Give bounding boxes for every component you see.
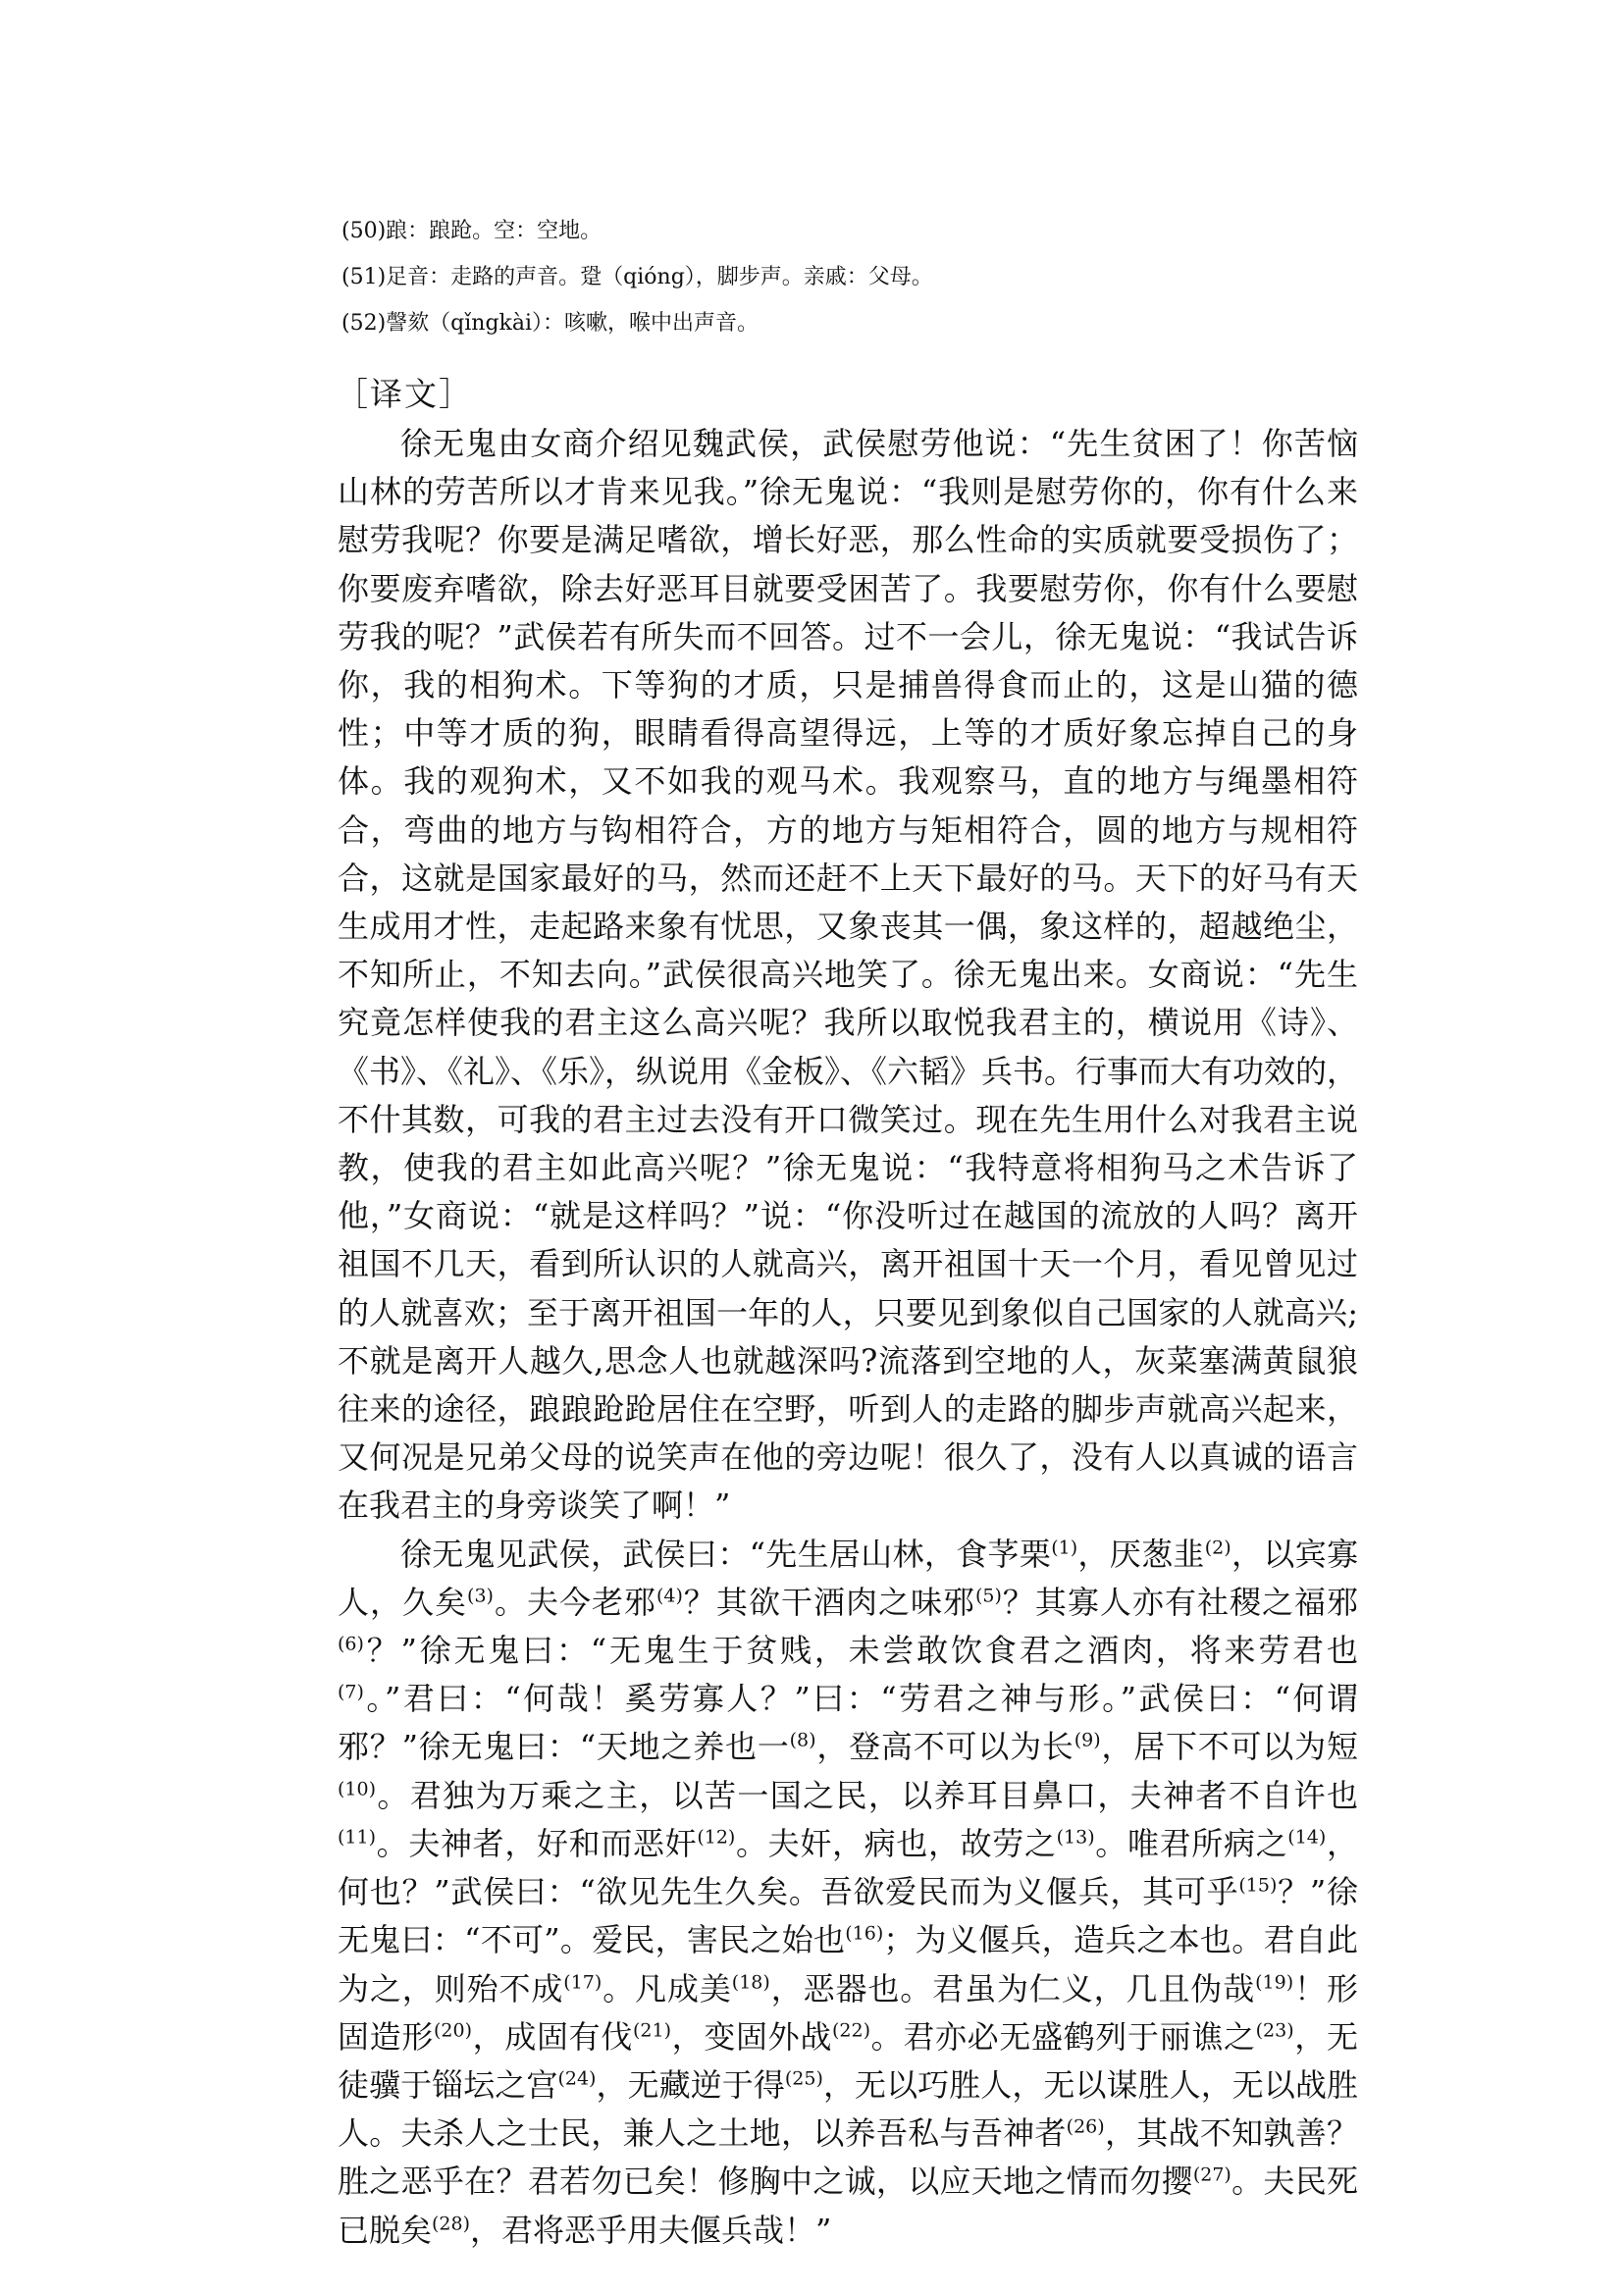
- footnote-marker: (26): [1066, 2115, 1105, 2138]
- original-text-paragraph: [338, 1531, 1358, 2255]
- original-text-segment: 。夫今老邪: [493, 1583, 656, 1621]
- footnote-marker: (14): [1287, 1826, 1327, 1849]
- footnote-marker: (18): [731, 1970, 770, 1993]
- footnote-marker: (1): [1051, 1537, 1078, 1559]
- original-text-segment: ！形固造形: [338, 1969, 1358, 2056]
- original-text-segment: ？”徐无鬼曰：“不可”。爱民，害民之始也: [338, 1873, 1358, 1959]
- footnote-marker: (9): [1074, 1729, 1101, 1751]
- footnote-marker: (17): [563, 1970, 602, 1993]
- footnote-marker: (3): [467, 1585, 494, 1607]
- original-text-segment: ，无徒骥于锱坛之宫: [338, 2017, 1358, 2104]
- footnote-marker: (23): [1255, 2019, 1294, 2042]
- original-text-segment: 。夫民死已脱矣: [338, 2163, 1358, 2249]
- original-text-segment: ，其战不知孰善？胜之恶乎在？君若勿已矣！修胸中之诚，以应天地之情而勿撄: [338, 2114, 1358, 2201]
- original-text-segment: ，何也？”武侯曰：“欲见先生久矣。吾欲爱民而为义偃兵，其可乎: [338, 1824, 1358, 1911]
- original-text-segment: ，登高不可以为长: [815, 1728, 1074, 1766]
- footnote-marker: (15): [1238, 1874, 1278, 1897]
- footnote-marker: (11): [338, 1826, 377, 1849]
- original-text-segment: ，成固有伐: [472, 2017, 633, 2056]
- footnotes-list: [341, 208, 1323, 346]
- footnote-marker: (6): [338, 1633, 364, 1655]
- footnote-marker: (27): [1192, 2164, 1231, 2186]
- footnote-marker: (21): [633, 2019, 672, 2042]
- footnote-marker: (24): [557, 2067, 597, 2090]
- footnote-50: (50)踉：踉跄。空：空地。: [341, 219, 602, 243]
- footnote-marker: (13): [1056, 1826, 1095, 1849]
- original-text-segment: ，变固外战: [671, 2017, 832, 2056]
- original-text-segment: ？其欲干酒肉之味邪: [682, 1583, 975, 1621]
- footnote-marker: (7): [338, 1681, 364, 1703]
- original-text-segment: ，厌葱韭: [1077, 1535, 1205, 1573]
- original-text-segment: ？其寡人亦有社稷之福邪: [1001, 1583, 1358, 1621]
- original-text-segment: ，居下不可以为短: [1100, 1728, 1358, 1766]
- translation-heading: ［译文］: [336, 375, 473, 413]
- original-text-segment: ？”徐无鬼曰：“无鬼生于贫贱，未尝敢饮食君之酒肉，将来劳君也: [363, 1632, 1358, 1670]
- original-text-segment: 徐无鬼见武侯，武侯曰：“先生居山林，食芧栗: [400, 1535, 1052, 1573]
- footnote-marker: (10): [338, 1778, 377, 1800]
- footnote-marker: (8): [789, 1729, 816, 1751]
- footnote-marker: (16): [845, 1922, 884, 1945]
- original-text-segment: ，恶器也。君虽为仁义，几且伪哉: [769, 1969, 1256, 2007]
- original-text-segment: ，无以巧胜人，无以谋胜人，无以战胜人。夫杀人之士民，兼人之土地，以养吾私与吾神者: [338, 2065, 1358, 2153]
- footnote-marker: (4): [656, 1585, 683, 1607]
- footnote-marker: (2): [1204, 1537, 1231, 1559]
- original-text-segment: 。唯君所病之: [1094, 1824, 1288, 1862]
- footnote-marker: (5): [974, 1585, 1002, 1607]
- footnote-marker: (25): [784, 2067, 823, 2090]
- original-text-segment: 。君独为万乘之主，以苦一国之民，以养耳目鼻口，夫神者不自许也: [376, 1776, 1358, 1814]
- original-text-segment: ，君将恶乎用夫偃兵哉！”: [470, 2211, 832, 2249]
- original-text-segment: 。君亦必无盛鹤列于丽谯之: [870, 2017, 1256, 2056]
- footnote-52: (52)謦欬（qǐngkài）：咳嗽，喉中出声音。: [341, 311, 760, 336]
- original-text-segment: ，无藏逆于得: [596, 2065, 785, 2104]
- footnote-51: (51)足音：走路的声音。跫（qióng），脚步声。亲戚：父母。: [341, 265, 933, 289]
- original-text-segment: ；为义偃兵，造兵之本也。君自此为之，则殆不成: [338, 1921, 1358, 2007]
- footnote-marker: (28): [432, 2212, 471, 2234]
- original-text-segment: 。”君曰：“何哉！奚劳寡人？”曰：“劳君之神与形。”武侯曰：“何谓邪？”徐无鬼曰：“天地之养也一: [338, 1680, 1358, 1766]
- translation-paragraph: 徐无鬼由女商介绍见魏武侯，武侯慰劳他说：“先生贫困了！你苦恼山林的劳苦所以才肯来见我。”徐无鬼说：“我则是慰劳你的，你有什么来慰劳我呢？你要是满足嗜欲，增长好恶，那么性命的实质就要受损伤了；你要废弃嗜欲，除去好恶耳目就要受困苦了。我要慰劳你，你有什么要慰劳我的呢？”武侯若有所失而不回答。过不一会儿，徐无鬼说：“我试告诉你，我的相狗术。下等狗的才质，只是捕兽得食而止的，这是山猫的德性；中等才质的狗，眼睛看得高望得远，上等的才质好象忘掉自己的身体。我的观狗术，又不如我的观马术。我观察马，直的地方与绳墨相符合，弯曲的地方与钩相符合，方的地方与矩相符合，圆的地方与规相符合，这就是国家最好的马，然而还赶不上天下最好的马。天下的好马有天生成用才性，走起路来象有忧思，又象丧其一偶，象这样的，超越绝尘，不知所止，不知去向。”武侯很高兴地笑了。徐无鬼出来。女商说：“先生究竟怎样使我的君主这么高兴呢？我所以取悦我君主的，横说用《诗》、《书》、《礼》、《乐》，纵说用《金板》、《六韬》兵书。行事而大有功效的，不什其数，可我的君主过去没有开口微笑过。现在先生用什么对我君主说教，使我的君主如此高兴呢？”徐无鬼说：“我特意将相狗马之术告诉了他，”女商说：“就是这样吗？”说：“你没听过在越国的流放的人吗？离开祖国不几天，看到所认识的人就高兴，离开祖国十天一个月，看见曾见过的人就喜欢；至于离开祖国一年的人，只要见到象似自己国家的人就高兴;不就是离开人越久,思念人也就越深吗?流落到空地的人，灰菜塞满黄鼠狼往来的途径，踉踉跄跄居住在空野，听到人的走路的脚步声就高兴起来，又何况是兄弟父母的说笑声在他的旁边呢！很久了，没有人以真诚的语言在我君主的身旁谈笑了啊！”: [338, 425, 1359, 1525]
- original-text-segment: ，以宾寡人，久矣: [338, 1535, 1358, 1621]
- main-text: [338, 420, 1358, 2255]
- footnote-marker: (22): [832, 2019, 871, 2042]
- footnote-marker: (20): [434, 2019, 473, 2042]
- footnote-marker: (12): [697, 1826, 736, 1849]
- footnote-marker: (19): [1255, 1970, 1294, 1993]
- original-text-segment: 。凡成美: [602, 1969, 732, 2007]
- original-text-segment: 。夫神者，好和而恶奸: [376, 1824, 698, 1862]
- original-text-segment: 。夫奸，病也，故劳之: [735, 1824, 1057, 1862]
